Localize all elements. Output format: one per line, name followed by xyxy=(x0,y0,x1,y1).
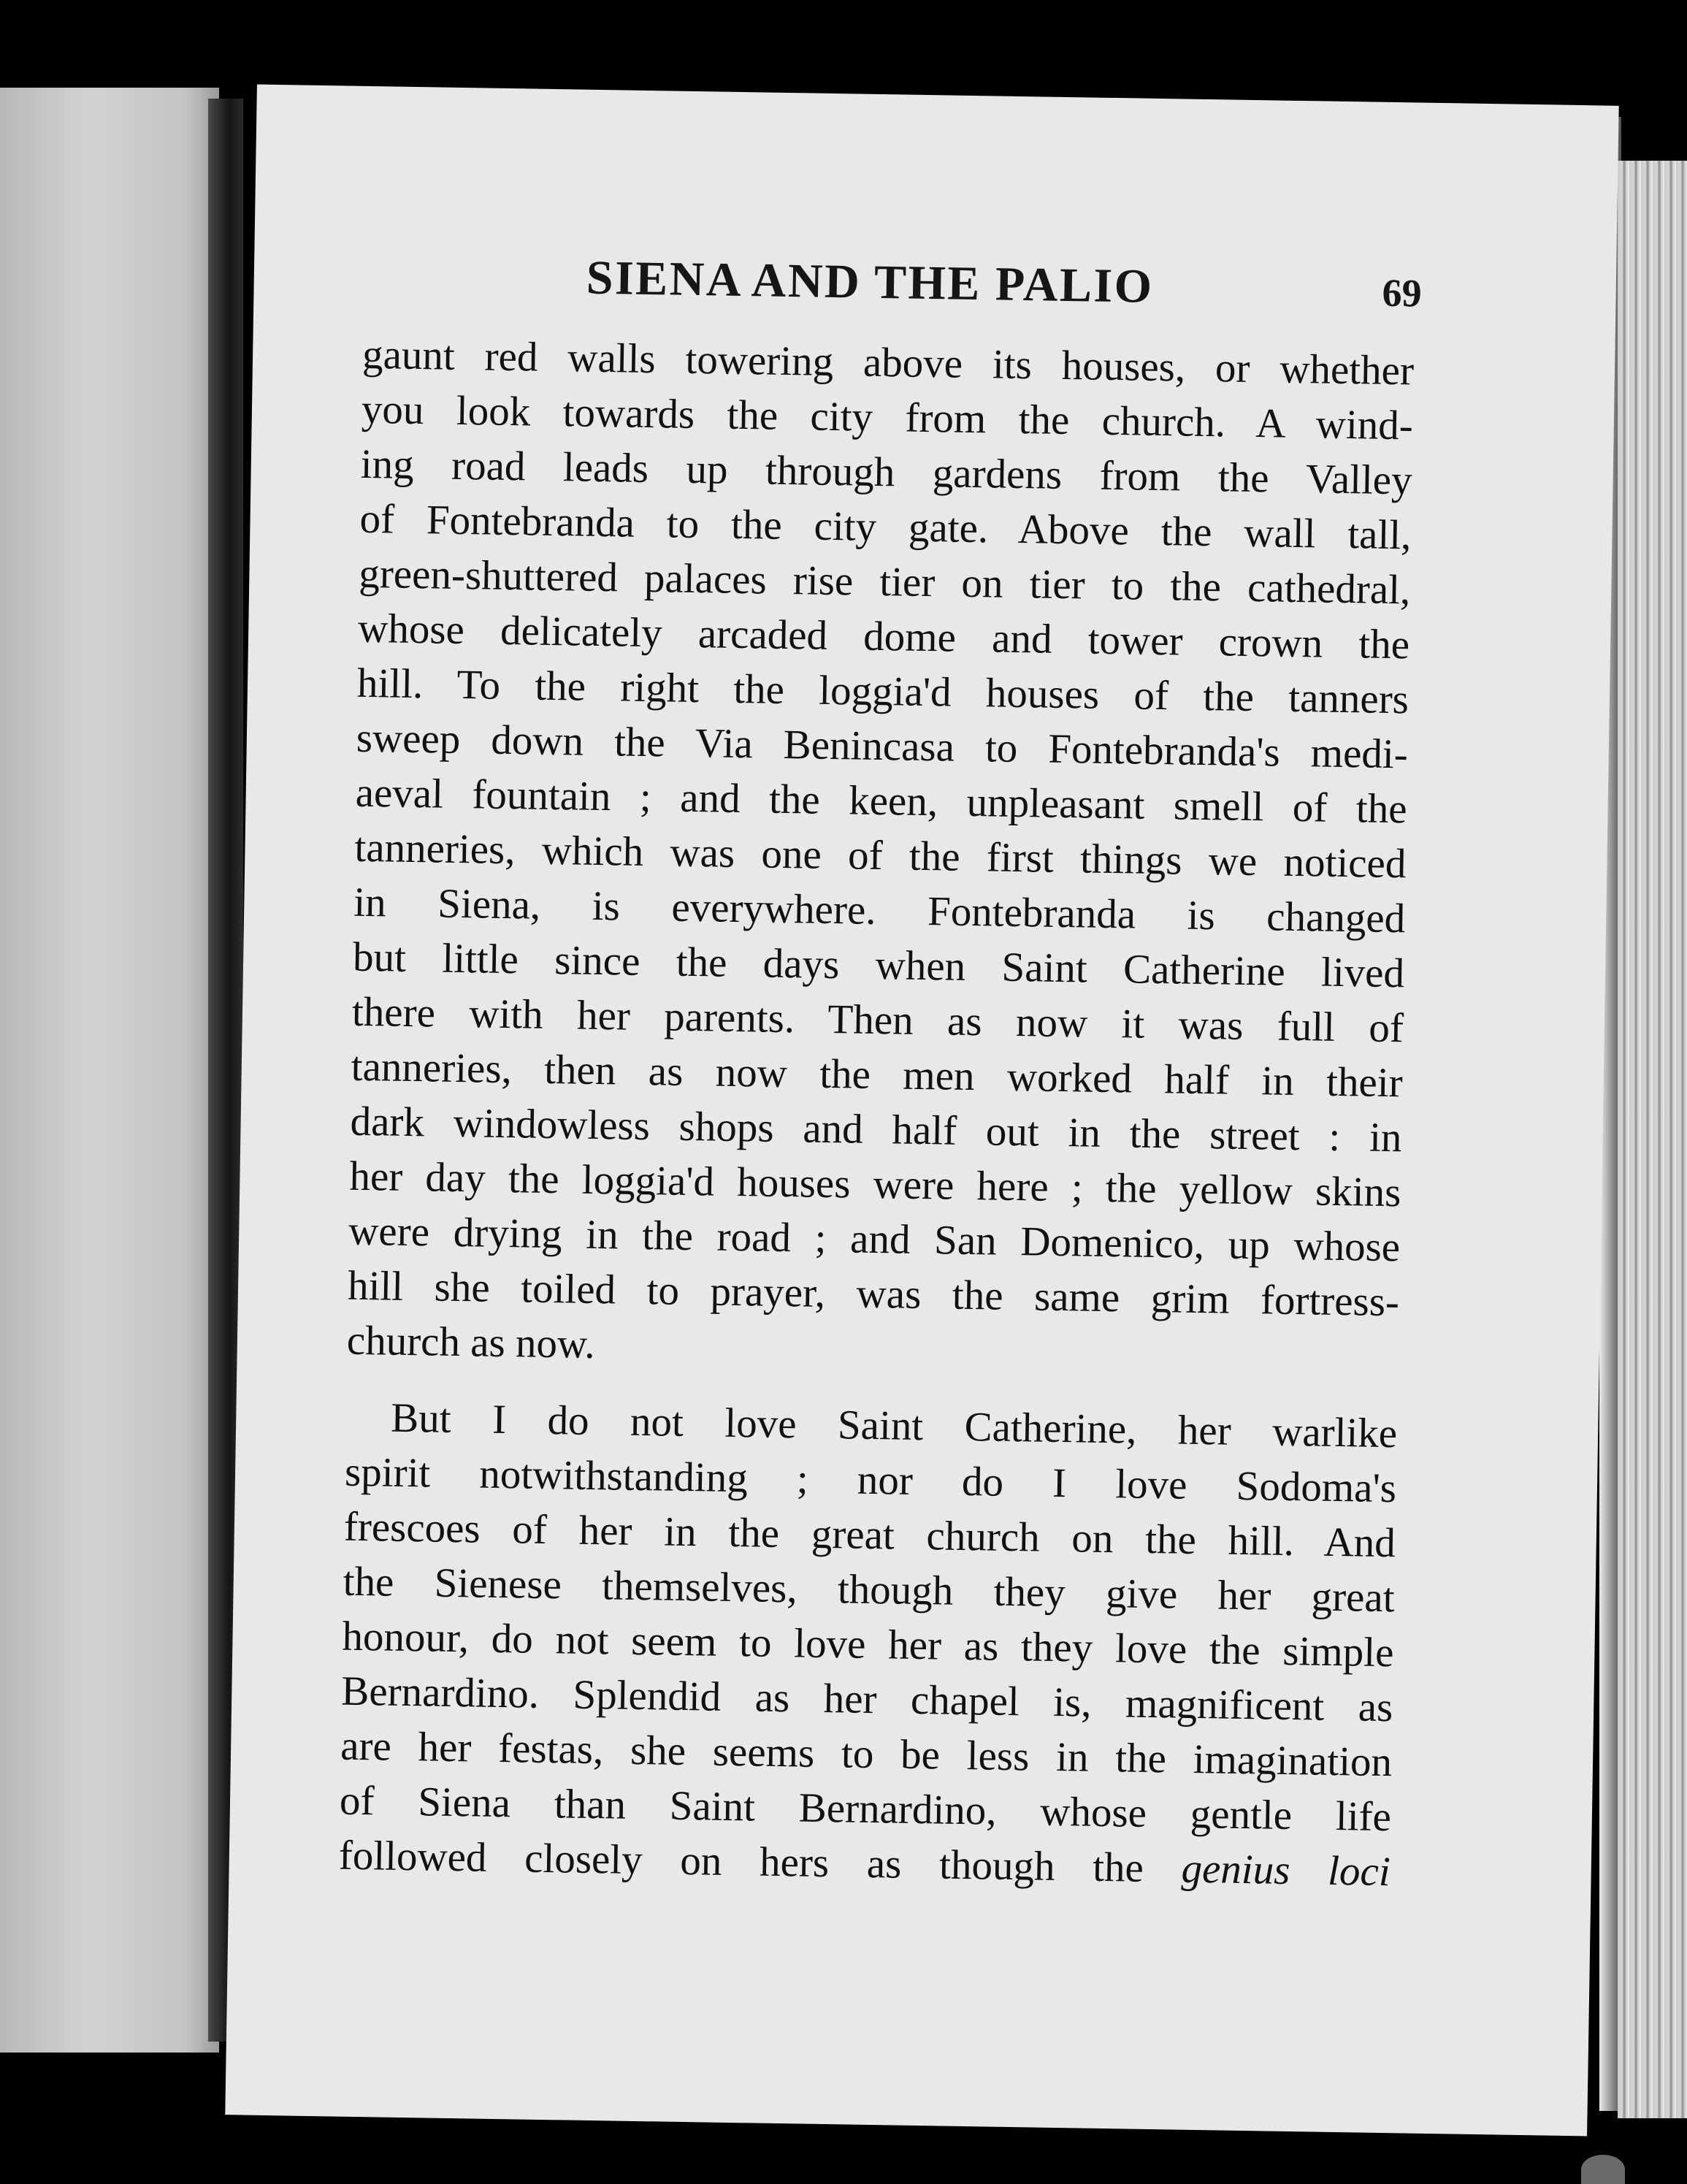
text-line: in Siena, is everywhere. Fontebranda is changed xyxy=(353,879,1406,942)
text-line: ing road leads up through gardens from the Valley xyxy=(360,440,1413,504)
left-page-edge xyxy=(0,88,219,2053)
text-line: of Siena than Saint Bernardino, whose gentle life xyxy=(339,1777,1392,1841)
last-line-text: followed closely on hers as though the xyxy=(338,1832,1144,1891)
text-line: whose delicately arcaded dome and tower crown the xyxy=(357,605,1410,668)
text-line: green-shuttered palaces rise tier on tier to the cathedral, xyxy=(358,550,1411,614)
text-line: honour, do not seem to love her as they love the simple xyxy=(342,1613,1394,1676)
text-line: of Fontebranda to the city gate. Above the wall tall, xyxy=(359,495,1412,559)
text-line: her day the loggia'd houses were here ; the yellow skins xyxy=(348,1153,1401,1216)
text-line: the Sienese themselves, though they give her great xyxy=(343,1558,1396,1622)
text-line: there with her parents. Then as now it was full of xyxy=(351,988,1404,1052)
text-line: were drying in the road ; and San Domenico, up whose xyxy=(348,1207,1401,1271)
page-header xyxy=(253,245,1616,339)
text-line: are her festas, she seems to be less in the imagination xyxy=(340,1722,1393,1786)
scan-artifact xyxy=(1581,2155,1625,2184)
text-line: you look towards the city from the church. A wind- xyxy=(361,386,1414,449)
book-page xyxy=(225,85,1618,2137)
text-line: hill she toiled to prayer, was the same grim fortress- xyxy=(347,1262,1400,1326)
text-line: spirit notwithstanding ; nor do I love Sodoma's xyxy=(344,1448,1397,1512)
text-line: tanneries, which was one of the first things we noticed xyxy=(354,824,1407,887)
text-line: sweep down the Via Benincasa to Fontebranda's medi- xyxy=(356,714,1409,778)
italic-phrase: genius loci xyxy=(1181,1845,1391,1895)
text-line: church as now. xyxy=(346,1317,596,1368)
text-line: but little since the days when Saint Catherine lived xyxy=(352,933,1405,997)
text-line: tanneries, then as now the men worked half in their xyxy=(351,1043,1404,1107)
text-line: aeval fountain ; and the keen, unpleasant smell of the xyxy=(355,769,1408,833)
stacked-page-edges xyxy=(1618,161,1687,2118)
body-text xyxy=(338,327,1414,1899)
text-line: dark windowless shops and half out in the street : in xyxy=(350,1098,1402,1161)
running-head: SIENA AND THE PALIO xyxy=(586,251,1155,313)
text-line: But I do not love Saint Catherine, her warlike xyxy=(390,1394,1398,1457)
text-line: gaunt red walls towering above its houses, or whether xyxy=(362,331,1415,394)
text-line: hill. To the right the loggia'd houses of the tanners xyxy=(356,660,1409,723)
text-line: Bernardino. Splendid as her chapel is, magnificent as xyxy=(340,1668,1393,1731)
text-line: frescoes of her in the great church on the hill. And xyxy=(343,1503,1396,1567)
page-number: 69 xyxy=(1382,270,1423,316)
